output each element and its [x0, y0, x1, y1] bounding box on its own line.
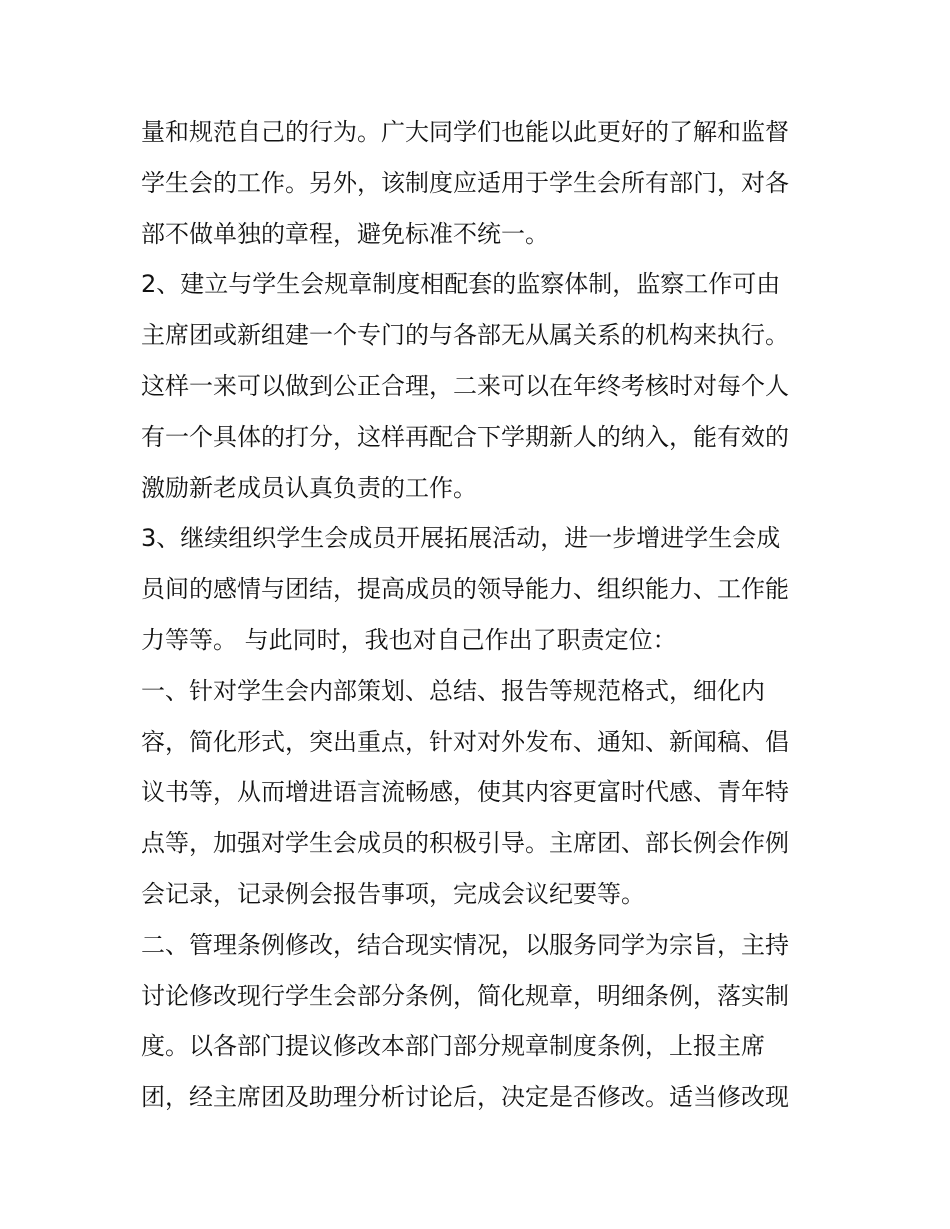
- text-line: 2、建立与学生会规章制度相配套的监察体制，监察工作可由: [141, 270, 781, 299]
- text-line: 这样一来可以做到公正合理，二来可以在年终考核时对每个人: [141, 371, 789, 400]
- text-line: 讨论修改现行学生会部分条例，简化规章，明细条例，落实制: [141, 981, 789, 1010]
- text-line: 一、针对学生会内部策划、总结、报告等规范格式，细化内: [141, 676, 765, 705]
- text-line: 力等等。 与此同时，我也对自己作出了职责定位：: [141, 625, 677, 654]
- text-line: 度。以各部门提议修改本部门部分规章制度条例，上报主席: [141, 1032, 765, 1061]
- text-line: 议书等，从而增进语言流畅感，使其内容更富时代感、青年特: [141, 778, 789, 807]
- text-line: 团，经主席团及助理分析讨论后，决定是否修改。适当修改现: [141, 1083, 789, 1112]
- text-line: 点等，加强对学生会成员的积极引导。主席团、部长例会作例: [141, 829, 789, 858]
- text-line: 量和规范自己的行为。广大同学们也能以此更好的了解和监督: [141, 118, 789, 146]
- text-line: 会记录，记录例会报告事项，完成会议纪要等。: [141, 879, 645, 908]
- text-line: 主席团或新组建一个专门的与各部无从属关系的机构来执行。: [141, 321, 789, 350]
- text-line: 激励新老成员认真负责的工作。: [141, 473, 477, 502]
- text-line: 容，简化形式，突出重点，针对对外发布、通知、新闻稿、倡: [141, 727, 789, 756]
- text-line: 员间的感情与团结，提高成员的领导能力、组织能力、工作能: [141, 575, 789, 604]
- text-line: 有一个具体的打分，这样再配合下学期新人的纳入，能有效的: [141, 422, 789, 451]
- text-line: 学生会的工作。另外，该制度应适用于学生会所有部门，对各: [141, 168, 789, 197]
- text-line: 3、继续组织学生会成员开展拓展活动，进一步增进学生会成: [141, 524, 781, 553]
- document-body: [141, 107, 831, 1123]
- text-line: 部不做单独的章程，避免标准不统一。: [141, 219, 549, 248]
- text-line: 二、管理条例修改，结合现实情况，以服务同学为宗旨，主持: [141, 930, 789, 959]
